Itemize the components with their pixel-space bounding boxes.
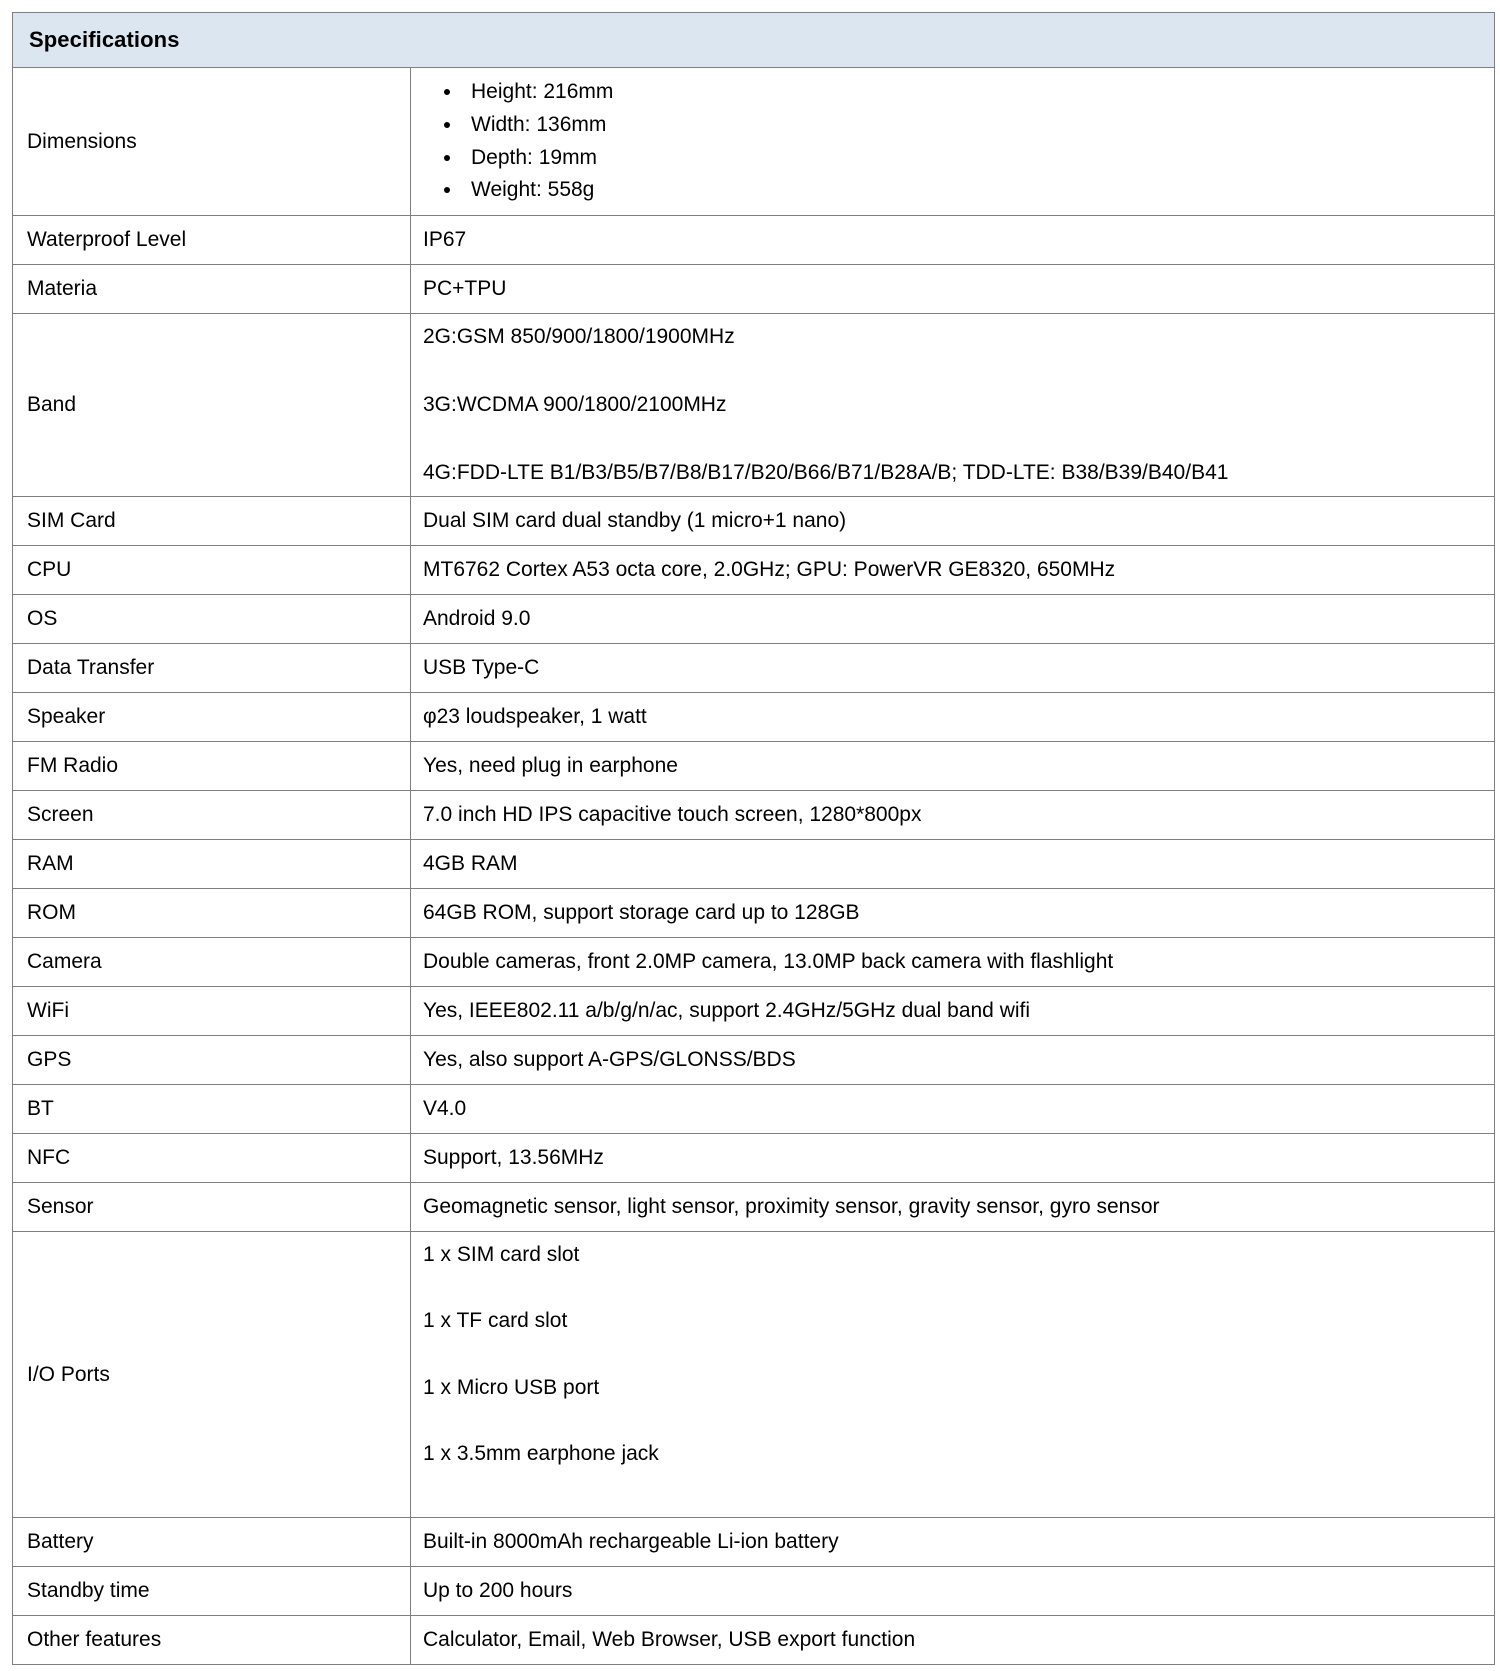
spec-label: Data Transfer [13,644,411,693]
table-row [13,1518,1495,1567]
table-row [13,791,1495,840]
spec-value: Geomagnetic sensor, light sensor, proximity sensor, gravity sensor, gyro sensor [411,1183,1495,1232]
table-row [13,693,1495,742]
spec-value-paragraph: 1 x Micro USB port [423,1375,600,1399]
table-header-row [13,13,1495,68]
spec-value-paragraph: 2G:GSM 850/900/1800/1900MHz [423,324,735,348]
table-row [13,1183,1495,1232]
spec-value: φ23 loudspeaker, 1 watt [411,693,1495,742]
spec-value: Support, 13.56MHz [411,1134,1495,1183]
spec-label: BT [13,1085,411,1134]
table-row [13,265,1495,314]
spec-value-bullet-item: • Width: 136mm [463,109,1494,142]
table-row [13,497,1495,546]
spec-value-paragraph: 1 x SIM card slot [423,1243,580,1266]
spec-label: SIM Card [13,497,411,546]
spec-label: Materia [13,265,411,314]
table-row [13,595,1495,644]
spec-label: Standby time [13,1567,411,1616]
spec-value-paragraph-list [423,1242,1494,1467]
spec-label: Other features [13,1616,411,1665]
spec-value: USB Type-C [411,644,1495,693]
spec-value [411,1232,1495,1518]
spec-value: 4GB RAM [411,840,1495,889]
table-row [13,1085,1495,1134]
spec-value: Double cameras, front 2.0MP camera, 13.0MP back camera with flashlight [411,938,1495,987]
spec-label: WiFi [13,987,411,1036]
spec-value: Up to 200 hours [411,1567,1495,1616]
spec-label: Screen [13,791,411,840]
spec-value [411,314,1495,497]
table-row [13,68,1495,216]
spec-value: Yes, also support A-GPS/GLONSS/BDS [411,1036,1495,1085]
spec-value: V4.0 [411,1085,1495,1134]
table-row [13,546,1495,595]
spec-label: Dimensions [13,68,411,216]
spec-label: Camera [13,938,411,987]
table-row [13,1036,1495,1085]
spec-label: Battery [13,1518,411,1567]
table-row [13,1232,1495,1518]
specifications-table [12,12,1495,1665]
spec-label: NFC [13,1134,411,1183]
spec-value: Android 9.0 [411,595,1495,644]
spec-label: Waterproof Level [13,216,411,265]
spec-value: Yes, need plug in earphone [411,742,1495,791]
specifications-title: Specifications [13,13,1495,68]
spec-value-paragraph: 4G:FDD-LTE B1/B3/B5/B7/B8/B17/B20/B66/B71/B28A/B; TDD-LTE: B38/B39/B40/B41 [423,461,1229,485]
spec-value: MT6762 Cortex A53 octa core, 2.0GHz; GPU: PowerVR GE8320, 650MHz [411,546,1495,595]
spec-value-bullet-item: • Height: 216mm [463,76,1494,109]
table-header [13,13,1495,68]
spec-value-paragraph-list [423,324,1494,487]
spec-value-paragraph: 1 x 3.5mm earphone jack [423,1441,659,1465]
table-row [13,314,1495,497]
spec-value: Yes, IEEE802.11 a/b/g/n/ac, support 2.4GHz/5GHz dual band wifi [411,987,1495,1036]
spec-value: Calculator, Email, Web Browser, USB export function [411,1616,1495,1665]
table-row [13,987,1495,1036]
spec-label: Sensor [13,1183,411,1232]
table-row [13,889,1495,938]
spec-value-paragraph: 1 x TF card slot [423,1309,568,1333]
table-row [13,644,1495,693]
spec-value-bullet-list [423,76,1494,206]
table-row [13,216,1495,265]
spec-label: ROM [13,889,411,938]
spec-value-bullet-item: • Depth: 19mm [463,142,1494,175]
spec-label: OS [13,595,411,644]
spec-value-paragraph: 3G:WCDMA 900/1800/2100MHz [423,392,727,416]
spec-value-bullet-item: • Weight: 558g [463,174,1494,207]
table-row [13,938,1495,987]
spec-label: I/O Ports [13,1232,411,1518]
spec-value: Dual SIM card dual standby (1 micro+1 nano) [411,497,1495,546]
spec-value: PC+TPU [411,265,1495,314]
spec-label: GPS [13,1036,411,1085]
spec-value: 64GB ROM, support storage card up to 128GB [411,889,1495,938]
spec-label: Band [13,314,411,497]
table-row [13,1616,1495,1665]
spec-value [411,68,1495,216]
table-row [13,840,1495,889]
spec-label: FM Radio [13,742,411,791]
spec-value: Built-in 8000mAh rechargeable Li-ion battery [411,1518,1495,1567]
table-body [13,68,1495,1665]
spec-label: Speaker [13,693,411,742]
table-row [13,742,1495,791]
spec-label: RAM [13,840,411,889]
spec-label: CPU [13,546,411,595]
spec-value: 7.0 inch HD IPS capacitive touch screen, 1280*800px [411,791,1495,840]
spec-value: IP67 [411,216,1495,265]
table-row [13,1134,1495,1183]
